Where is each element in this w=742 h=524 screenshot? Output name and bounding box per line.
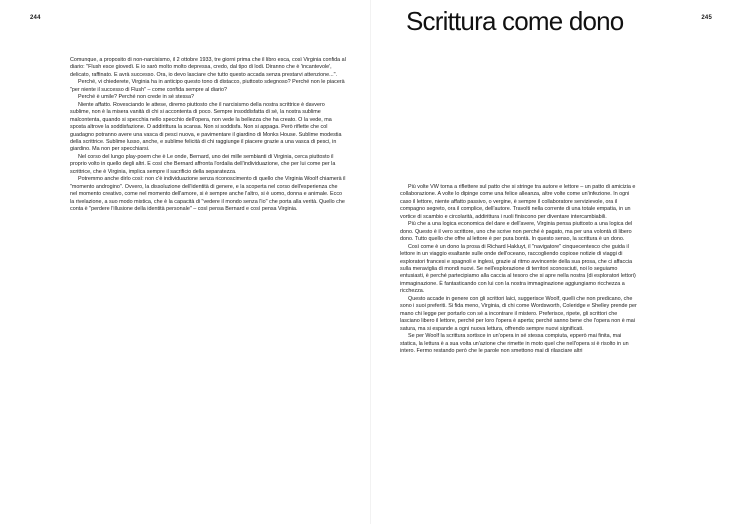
paragraph: Comunque, a proposito di non-narcisismo, il 2 ottobre 1933, tre giorni prima che il libro esca, così Virginia confida al diario: "Flush esce giovedì. E io sarò molto molto depressa, credo, dal tipo di lodi. Diranno che è 'incantevole', delicato, raffinato. E avrà successo. Ora, io devo lasciare che tutto questo accada senza prestarvi attenzione...". xyxy=(70,57,346,78)
paragraph: Perché, vi chiederete, Virginia ha in anticipo questo tono di distacco, piuttosto sdegnoso? Perché non le piacerà "per niente il successo di Flush" – come confida sempre al diario? xyxy=(70,79,345,93)
paragraph: Perché è umile? Perché non crede in sé stessa? xyxy=(78,94,194,101)
page-number-left: 244 xyxy=(30,15,41,21)
right-page xyxy=(371,0,742,524)
left-body-text xyxy=(70,57,346,214)
paragraph: Niente affatto. Rovesciando le attese, diremo piuttosto che il narcisismo della nostra scrittrice è davvero sublime, non è la misera vanità di chi si accontenta di poco. Sempre insoddisfatta di sé, la nostra sublime malcontenta, quando si specchia nello specchio dell'opera, non vede la bellezza che ha creato. O la vede, ma sposta altrove la soddisfazione. O addirittura la scansa. Non si soddisfa. Non si appaga. Però riflette che col guadagno potranno avere una vasca di pesci nuova, e pavimentare il giardino di Monks House. Sublime modestia della scrittrice. Sublime lusso, anche, e sublime felicità di chi raggiunge il piacere grazie a una vasca di pesci, in giardino. Ma non per specchiarsi. xyxy=(70,101,342,153)
paragraph: Più volte VW torna a riflettere sul patto che si stringe tra autore e lettore – un patto di amicizia e collaborazione. A volte lo dipinge come una felice alleanza, altre volte come un'infezione. In ogni caso il lettore, niente affatto passivo, o vergine, è sempre il collaboratore servizievole, ora il compagno segreto, ora il complice, dell'autore. Travolti nella corrente di una totale empatia, in un vortice di scambio e circolarità, addirittura i ruoli finiscono per diventare intercambiabili. xyxy=(400,184,636,220)
right-body-text xyxy=(400,184,638,355)
paragraph: Così come è un dono la prosa di Richard Hakluyt, il "navigatore" cinquecentesco che guida il lettore in un viaggio esaltante sulle onde dell'oceano, raccogliendo copiose notizie di viaggi di esploratori francesi e spagnoli e inglesi, grazie al ritmo avvincente della sua prosa, che ci affaccia sulla meraviglia di mondi nuovi. Se nell'esplorazione di territori sconosciuti, noi lo seguiamo entusiasti, è perché partecipiamo alla caccia al tesoro che si apre nella nostra (di esploratori lettori) immaginazione. È fantasticando con lui con la nostra immaginazione aggiungiamo ricchezza a ricchezza. xyxy=(400,243,636,295)
paragraph: Nel corso del lungo play-poem che è Le onde, Bernard, uno dei mille sembianti di Virginia, cerca piuttosto il proprio volto in quello degli altri. E così che Bernard affronta l'ordalia dell'individuazione, che per lui come per la scrittrice, che è Virginia, implica sempre il sacrificio della separatezza. xyxy=(70,153,336,175)
page-number-right: 245 xyxy=(701,15,712,21)
paragraph: Questo accade in genere con gli scrittori laici, suggerisce Woolf, quelli che non predicano, che sono i suoi preferiti. Si fida meno, Virginia, di chi come Wordsworth, Coleridge e Shelley prende per mano chi legge per portarlo con sé a incontrare il mistero. Preferisce, ripete, gli scrittori che lasciano libero il lettore, perché per loro l'opera è aperta; perché sanno bene che l'opera non è mai satura, ma si espande a ogni nuova lettura, offrendo sempre nuovi significati. xyxy=(400,295,637,332)
paragraph: Potremmo anche dirlo così: non c'è individuazione senza riconoscimento di quello che Virginia Woolf chiamerà il "momento androgino". Ovvero, la dissoluzione dell'identità di genere, e la scoperta nel corso dell'esperienza che nel momento creativo, come nel momento dell'amore, si è sempre anche l'altro, si è uomo, donna e animale. Ecco la rivelazione, a suo modo mistica, che è la capacità di "vedere il mondo senza l'io" che porta alla verità. Quello che conta è "perdere l'illusione della identità personale" – così pensa Bernard e così pensa Virginia. xyxy=(70,176,346,213)
paragraph: Se per Woolf la scrittura sortisce in un'opera in sé stessa compiuta, epperò mai finita, mai statica, la lettura è a sua volta un'azione che rimette in moto quel che nell'opera si è risolto in un intero. Fermo restando però che le parole non smettono mai di rilasciare altri xyxy=(400,333,629,354)
running-title: Scrittura come dono xyxy=(406,6,624,36)
paragraph: Più che a una logica economica del dare e dell'avere, Virginia pensa piuttosto a una logica del dono. Questo è il vero scrittore, uno che scrive non perché è pagato, ma per una volontà di libero dono. Tutto quello che offre al lettore è per pura bontà. In questo senso, la scrittura è un dono. xyxy=(400,221,633,243)
